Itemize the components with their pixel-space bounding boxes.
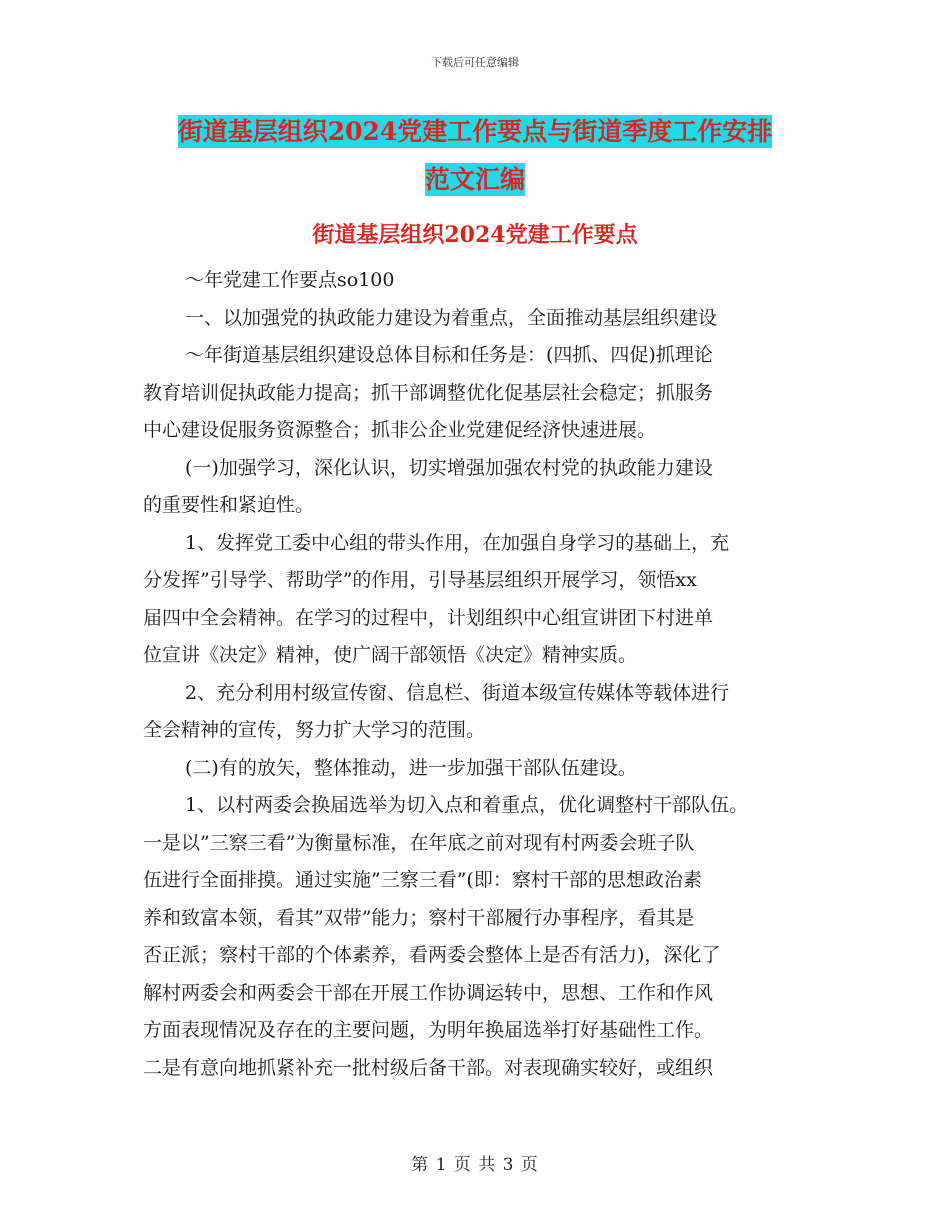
body-line: ～年街道基层组织建设总体目标和任务是：(四抓、四促)抓理论 [185, 344, 713, 366]
header-note: 下载后可任意编辑 [431, 56, 519, 69]
body-line: 1、发挥党工委中心组的带头作用，在加强自身学习的基础上，充 [185, 531, 730, 554]
document-title-line-1: 街道基层组织2024党建工作要点与街道季度工作安排 [177, 117, 773, 146]
body-line: 二是有意向地抓紧补充一批村级后备干部。对表现确实较好，或组织 [143, 1056, 714, 1079]
body-line: ～年党建工作要点so100 [185, 269, 395, 291]
body-line: 养和致富本领，看其”双带”能力；察村干部履行办事程序，看其是 [143, 906, 695, 929]
body-line: 位宣讲《决定》精神，使广阔干部领悟《决定》精神实质。 [143, 644, 638, 666]
body-line: 届四中全会精神。在学习的过程中，计划组织中心组宣讲团下村进单 [143, 606, 714, 629]
body-line: 解村两委会和两委会干部在开展工作协调运转中，思想、工作和作风 [143, 981, 714, 1004]
document-title-line-2: 范文汇编 [424, 165, 525, 194]
body-line: 全会精神的宣传，努力扩大学习的范围。 [143, 719, 486, 741]
document-title [130, 108, 820, 204]
body-line: 一、以加强党的执政能力建设为着重点，全面推动基层组织建设 [185, 306, 718, 329]
section-title: 街道基层组织2024党建工作要点 [312, 222, 638, 248]
body-line: 方面表现情况及存在的主要问题，为明年换届选举打好基础性工作。 [143, 1019, 714, 1041]
body-line: 伍进行全面排摸。通过实施”三察三看”(即：察村干部的思想政治素 [143, 869, 702, 891]
page-footer: 第 1 页 共 3 页 [411, 1155, 539, 1175]
body-line: 2、充分利用村级宣传窗、信息栏、街道本级宣传媒体等载体进行 [185, 681, 730, 704]
body-line: (二)有的放矢，整体推动，进一步加强干部队伍建设。 [185, 756, 637, 779]
body-line: 1、以村两委会换届选举为切入点和着重点，优化调整村干部队伍。 [185, 794, 749, 816]
body-line: 教育培训促执政能力提高；抓干部调整优化促基层社会稳定；抓服务 [143, 381, 714, 404]
body-text [143, 262, 823, 1087]
body-line: 中心建设促服务资源整合；抓非公企业党建促经济快速进展。 [143, 419, 657, 441]
body-line: (一)加强学习，深化认识，切实增强加强农村党的执政能力建设 [185, 456, 713, 479]
body-line: 的重要性和紧迫性。 [143, 494, 315, 516]
body-line: 一是以”三察三看”为衡量标准，在年底之前对现有村两委会班子队 [143, 831, 695, 854]
body-line: 分发挥”引导学、帮助学”的作用，引导基层组织开展学习，领悟xx [143, 569, 697, 591]
body-line: 否正派；察村干部的个体素养，看两委会整体上是否有活力)，深化了 [143, 944, 721, 966]
